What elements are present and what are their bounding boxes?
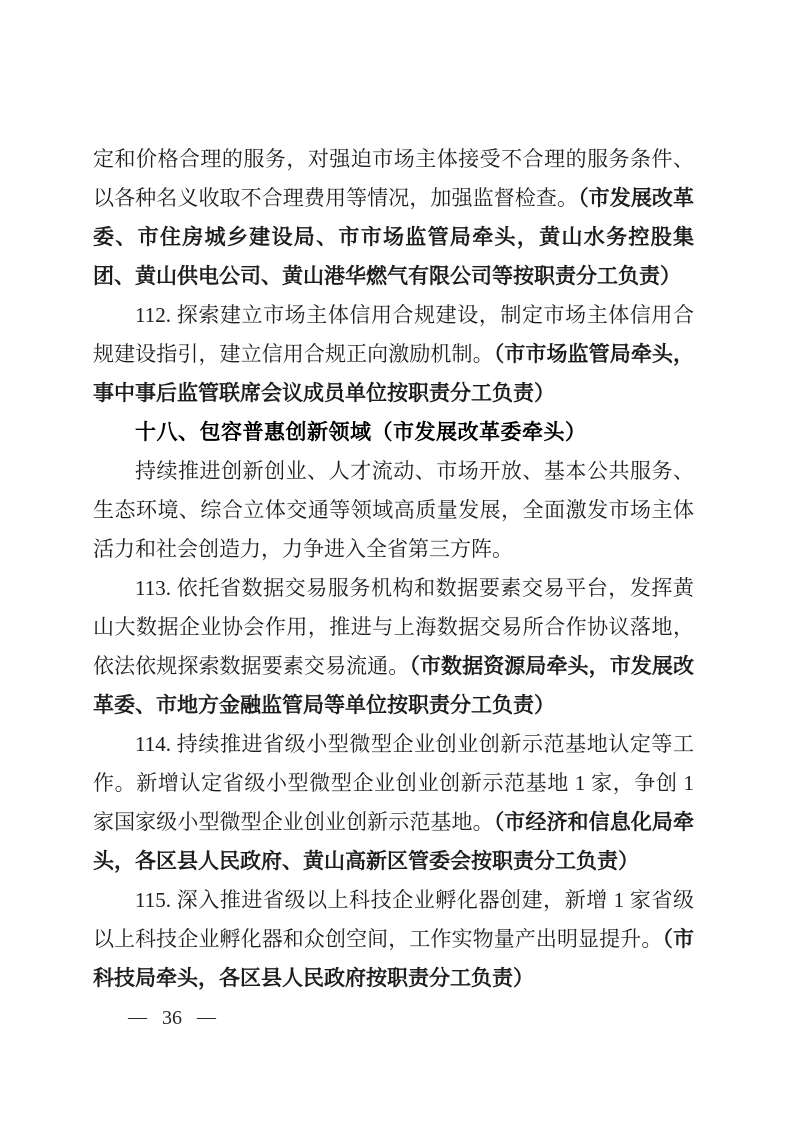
paragraph bbox=[93, 140, 694, 296]
document-content bbox=[93, 140, 694, 998]
page-footer bbox=[128, 1008, 216, 1028]
page-number: 36 bbox=[162, 1007, 182, 1029]
text-run: 定和价格合理的服务，对强迫市场主体接受不合理的服务条件、以各种名义收取不合理费用等情况，加强监督检查。 bbox=[93, 147, 694, 210]
text-run: 114. 持续推进省级小型微型企业创业创新示范基地认定等工作。新增认定省级小型微型企业创业创新示范基地 1 家，争创 1 家国家级小型微型企业创业创新示范基地。 bbox=[93, 732, 694, 834]
responsibility-clause-run: 十八、包容普惠创新领域（市发展改革委牵头） bbox=[135, 421, 587, 444]
responsibility-clause-run: （市发展改革委、市住房城乡建设局、市市场监管局牵头，黄山水务控股集团、黄山供电公司、黄山港华燃气有限公司等按职责分工负责） bbox=[93, 186, 695, 288]
text-run: 持续推进创新创业、人才流动、市场开放、基本公共服务、生态环境、综合立体交通等领域高质量发展，全面激发市场主体活力和社会创造力，力争进入全省第三方阵。 bbox=[93, 459, 694, 561]
responsibility-clause-run: （市经济和信息化局牵头，各区县人民政府、黄山高新区管委会按职责分工负责） bbox=[93, 810, 695, 873]
responsibility-clause-run: （市科技局牵头，各区县人民政府按职责分工负责） bbox=[93, 927, 695, 990]
paragraph bbox=[93, 452, 694, 569]
paragraph bbox=[93, 296, 694, 413]
text-run: 115. 深入推进省级以上科技企业孵化器创建，新增 1 家省级以上科技企业孵化器和众创空间，工作实物量产出明显提升。 bbox=[93, 888, 694, 951]
footer-dash-right: — bbox=[197, 1006, 216, 1028]
paragraph bbox=[93, 881, 694, 998]
responsibility-clause-run: （市市场监管局牵头，事中事后监管联席会议成员单位按职责分工负责） bbox=[93, 342, 695, 405]
text-run: 112. 探索建立市场主体信用合规建设，制定市场主体信用合规建设指引，建立信用合规正向激励机制。 bbox=[93, 303, 694, 366]
paragraph bbox=[93, 725, 694, 881]
paragraph bbox=[93, 569, 694, 725]
footer-dash-left: — bbox=[128, 1006, 147, 1028]
responsibility-clause-run: （市数据资源局牵头，市发展改革委、市地方金融监管局等单位按职责分工负责） bbox=[93, 654, 695, 717]
section-heading bbox=[93, 413, 694, 452]
text-run: 113. 依托省数据交易服务机构和数据要素交易平台，发挥黄山大数据企业协会作用，推进与上海数据交易所合作协议落地，依法依规探索数据要素交易流通。 bbox=[93, 576, 694, 678]
